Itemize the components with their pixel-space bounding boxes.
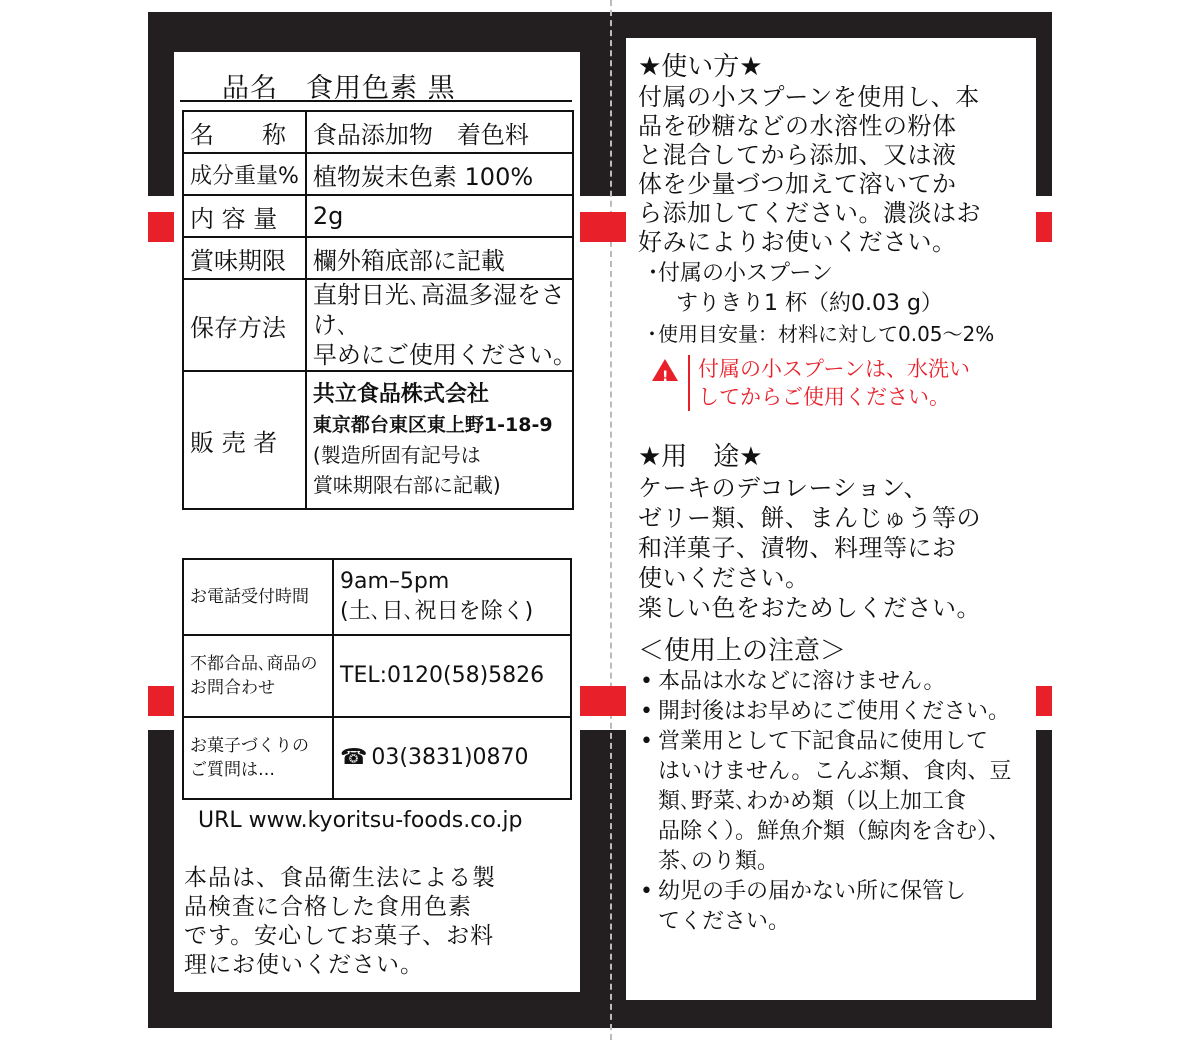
tel-number[interactable]: TEL:0120(58)5826 <box>333 635 571 717</box>
product-title: 品名 食用色素 黒 <box>222 73 456 104</box>
contact-value <box>333 559 571 635</box>
caution-line: はいけません。こんぶ類、食肉、豆 <box>658 759 1012 784</box>
contact-key: お電話受付時間 <box>183 559 333 635</box>
warning-line: してからご使用ください。 <box>698 385 950 409</box>
contact-key-line: お問合わせ <box>190 678 275 698</box>
purpose-line: ゼリー類、餅、まんじゅう等の <box>638 504 981 532</box>
caution-title: ＜使用上の注意＞ <box>638 636 847 666</box>
fold-gap-center <box>580 196 626 730</box>
manufacturer-note: 賞味期限右部に記載) <box>312 473 501 497</box>
warning-line: 付属の小スプーンは、水洗い <box>698 357 970 381</box>
contact-key <box>183 717 333 799</box>
question-phone[interactable] <box>333 717 571 799</box>
fold-gap-left-top <box>148 196 174 730</box>
spec-key: 名 称 <box>183 111 306 153</box>
spec-key: 保存方法 <box>183 279 306 371</box>
spec-value: 2g <box>306 195 573 237</box>
list-item <box>638 697 1034 727</box>
usage-line: 品を砂糖などの水溶性の粉体 <box>638 112 957 140</box>
purpose-line: 楽しい色をおためしください。 <box>638 594 981 622</box>
caution-list <box>638 667 1034 937</box>
usage-points <box>638 259 1034 349</box>
cert-line: 理にお使いください。 <box>184 952 424 978</box>
caution-line: • 幼児の手の届かない所に保管し <box>658 879 967 904</box>
caution-line: • 本品は水などに溶けません。 <box>658 669 946 694</box>
list-item <box>638 727 1034 877</box>
contact-key-line: お菓子づくりの <box>190 736 309 756</box>
usage-line: と混合してから添加、又は液 <box>638 141 957 169</box>
usage-line: 付属の小スプーンを使用し、本 <box>638 83 980 111</box>
registration-mark <box>148 686 176 716</box>
list-item: ・ 使用目安量：材料に対して0.05〜2% <box>642 322 995 346</box>
contact-key-line: ご質問は… <box>190 760 275 780</box>
hours: 9am–5pm <box>340 569 450 594</box>
purpose-line: 和洋菓子、漬物、料理等にお <box>638 534 957 562</box>
registration-mark <box>580 686 626 716</box>
table-row <box>183 195 573 237</box>
spec-value: 植物炭末色素 100% <box>306 153 573 195</box>
spec-value: 欄外箱底部に記載 <box>306 237 573 279</box>
label-right-panel <box>626 38 1036 1000</box>
fold-line <box>610 0 612 1040</box>
storage-line: 早めにご使用ください｡ <box>312 341 565 369</box>
caution-line: • 営業用として下記食品に使用して <box>658 729 989 754</box>
list-item: ・ 付属の小スプーン <box>642 261 833 286</box>
caution-line: 茶､のり類。 <box>658 849 780 874</box>
contact-table <box>182 558 572 800</box>
website-url[interactable]: URL www.kyoritsu-foods.co.jp <box>198 808 523 833</box>
usage-title: ★使い方★ <box>638 52 763 82</box>
table-row <box>183 237 573 279</box>
usage-line: 体を少量づつ加えて溶いてか <box>638 170 957 198</box>
question-phone-number: 03(3831)0870 <box>371 745 529 770</box>
purpose-title: ★用 途★ <box>638 442 763 472</box>
spec-value <box>306 279 573 371</box>
storage-line: 直射日光､高温多湿をさけ､ <box>312 281 565 339</box>
table-row <box>183 717 571 799</box>
point-text: 使用目安量：材料に対して0.05〜2% <box>658 322 995 346</box>
spec-key: 賞味期限 <box>183 237 306 279</box>
spec-key: 成分重量% <box>183 153 306 195</box>
table-row <box>183 559 571 635</box>
seller-info <box>306 371 573 509</box>
table-row <box>183 153 573 195</box>
company-name: 共立食品株式会社 <box>312 382 489 407</box>
fold-gap-right <box>1036 196 1052 730</box>
spec-value: 食品添加物 着色料 <box>306 111 573 153</box>
spec-table <box>182 110 574 510</box>
contact-key-line: 不都合品､商品の <box>190 654 318 674</box>
hours-exception: (土､日､祝日を除く) <box>340 599 534 624</box>
table-row <box>183 279 573 371</box>
usage-line: ら添加してください。濃淡はお <box>638 199 981 227</box>
cert-line: 品検査に合格した食用色素 <box>184 894 472 920</box>
warning-note <box>638 355 1034 411</box>
registration-mark <box>1036 686 1052 716</box>
purpose-section <box>638 436 1034 623</box>
phone-icon: ☎ <box>340 745 368 770</box>
registration-mark <box>1036 212 1052 242</box>
usage-section <box>638 46 1034 411</box>
caution-section <box>638 630 1034 937</box>
label-left-panel <box>174 52 580 992</box>
purpose-text <box>638 473 1034 623</box>
registration-mark <box>580 212 626 242</box>
manufacturer-note: (製造所固有記号は <box>312 443 481 467</box>
cert-line: です。安心してお菓子、お料 <box>184 923 495 949</box>
contact-key <box>183 635 333 717</box>
caution-line: 類､野菜､わかめ類（以上加工食 <box>658 789 967 814</box>
caution-line: てください。 <box>658 909 791 934</box>
list-item <box>638 667 1034 697</box>
usage-line: 好みによりお使いください。 <box>638 228 957 256</box>
point-detail: すりきり1 杯（約0.03 g） <box>676 291 943 316</box>
list-item <box>638 877 1034 937</box>
registration-mark <box>148 212 176 242</box>
purpose-line: ケーキのデコレーション、 <box>638 474 929 502</box>
caution-line: • 開封後はお早めにご使用ください。 <box>658 699 1011 724</box>
cert-line: 本品は、食品衛生法による製 <box>184 865 496 891</box>
spec-key: 内 容 量 <box>183 195 306 237</box>
point-text: 付属の小スプーン <box>658 261 833 286</box>
spec-key: 販 売 者 <box>183 371 306 509</box>
caution-line: 品除く）。鮮魚介類（鯨肉を含む）、 <box>658 819 1011 844</box>
title-underline <box>180 100 572 102</box>
company-address: 東京都台東区東上野1-18-9 <box>312 414 553 436</box>
warning-icon <box>652 359 678 381</box>
warning-text <box>688 355 970 411</box>
table-row <box>183 371 573 509</box>
usage-text <box>638 83 1034 257</box>
certification-text <box>184 864 574 980</box>
table-row <box>183 111 573 153</box>
purpose-line: 使いください。 <box>638 564 810 592</box>
table-row <box>183 635 571 717</box>
